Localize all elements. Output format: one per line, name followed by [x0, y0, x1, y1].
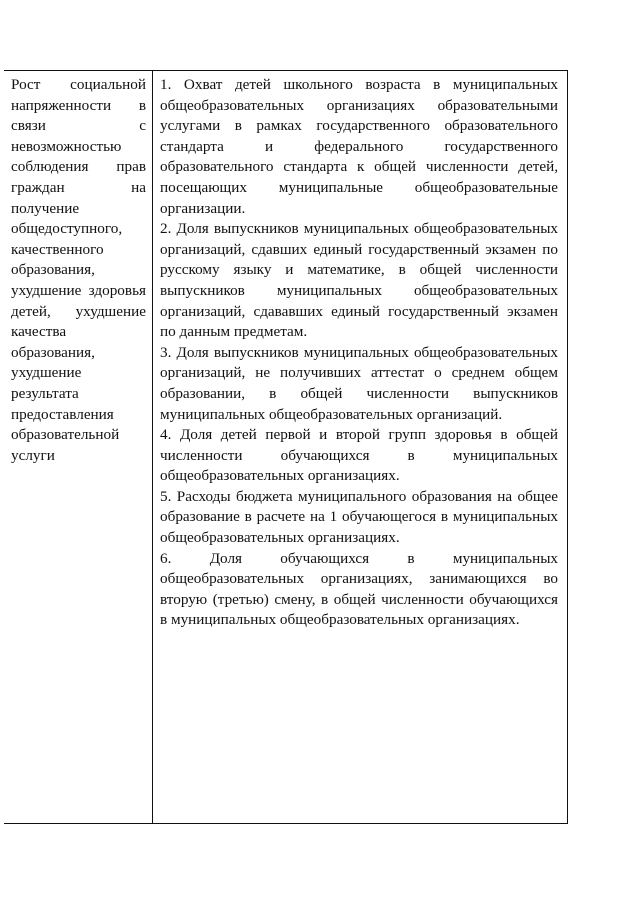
indicator-item-5: 5. Расходы бюджета муниципального образования на общее образование в расчете на 1 обучающегося в муниципальных общеобразовательных организациях.	[160, 487, 558, 547]
indicator-item-3: 3. Доля выпускников муниципальных общеобразовательных организаций, не получивших аттестат о среднем общем образовании, в общей численности выпускников муниципальных общеобразовательных организаций.	[160, 343, 558, 423]
risk-cell	[4, 71, 153, 823]
risk-description: Рост социальной напряженности в связи с невозможностью соблюдения прав граждан на получение общедоступного, качественного образования, ухудшение здоровья детей, ухудшение качества образования, ухудшение результата предоставления образовательной услуги	[11, 76, 146, 464]
indicators-cell	[153, 71, 567, 823]
indicators-list	[160, 75, 558, 631]
indicator-item-1: 1. Охват детей школьного возраста в муниципальных общеобразовательных организациях образовательными услугами в рамках государственного образовательного стандарта и федерального государственного образовательного стандарта к общей численности детей, посещающих муниципальные общеобразовательные организации.	[160, 76, 558, 217]
indicator-item-2: 2. Доля выпускников муниципальных общеобразовательных организаций, сдавших единый государственный экзамен по русскому языку и математике, в общей численности выпускников муниципальных общеобразовательных организаций, сдававших единый государственный экзамен по данным предметам.	[160, 220, 558, 341]
document-table	[4, 70, 568, 824]
indicator-item-4: 4. Доля детей первой и второй групп здоровья в общей численности обучающихся в муниципальных общеобразовательных организациях.	[160, 426, 558, 485]
indicator-item-6: 6. Доля обучающихся в муниципальных общеобразовательных организациях, занимающихся во вторую (третью) смену, в общей численности обучающихся в муниципальных общеобразовательных организациях.	[160, 549, 558, 629]
